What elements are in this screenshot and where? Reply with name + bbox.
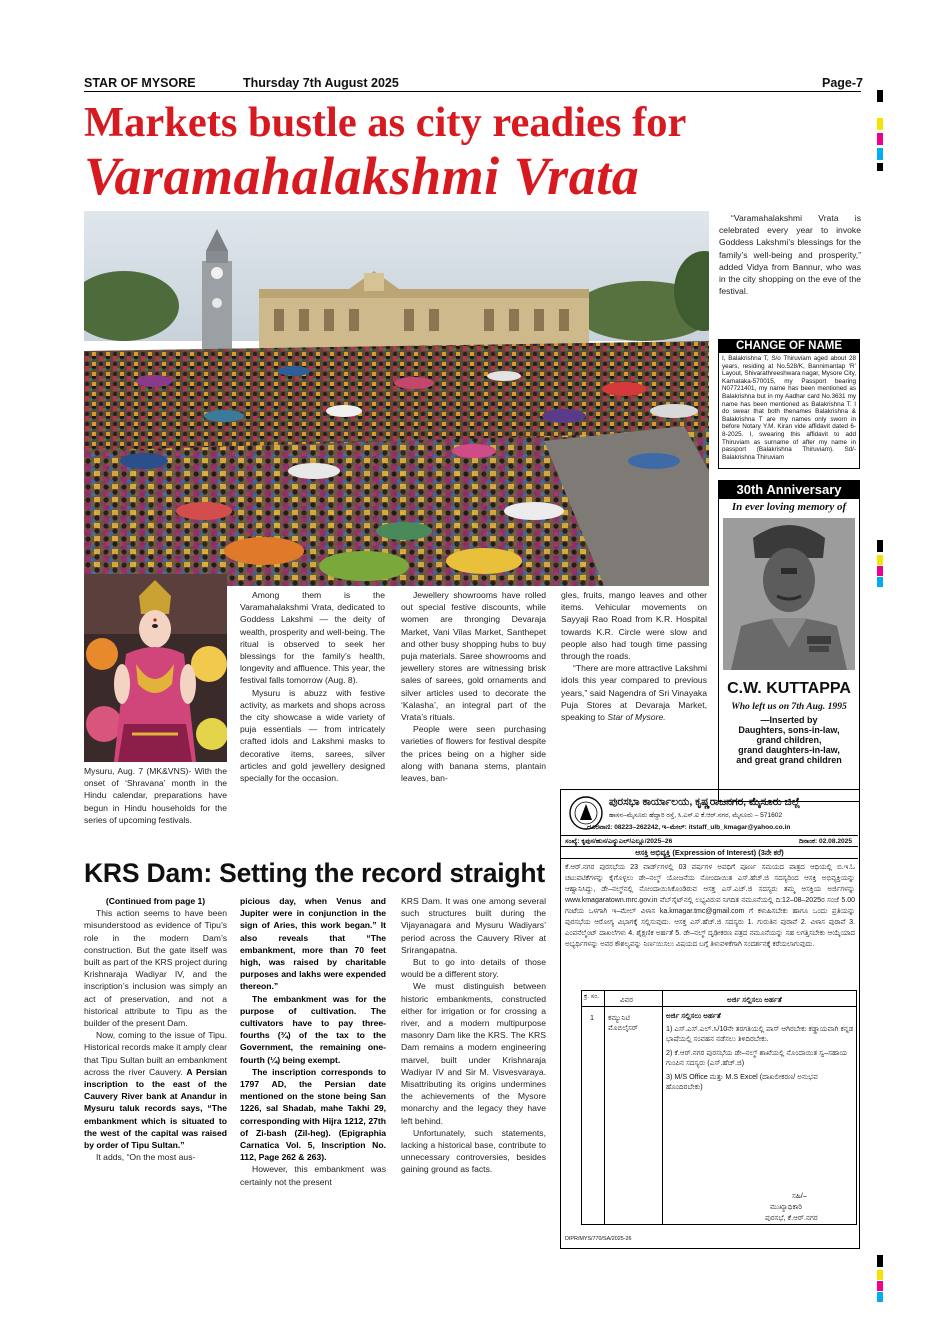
eligibility-title: ಅರ್ಜಿ ಸಲ್ಲಿಸಲು ಅರ್ಹತೆ	[666, 1011, 721, 1020]
table-divider	[604, 991, 605, 1224]
paragraph	[240, 1066, 386, 1164]
paragraph-bold: picious day, when Venus and Jupiter were in conjunction in the sign of Aries, this work began.” It also reveals that “The embankment, more than 70 feet high, was raised by charitable purposes and lakhs were expended thereon.”	[240, 896, 386, 992]
office-address: ಹಾಸನ–ಮೈಸೂರು ಹೆದ್ದಾರಿ ರಸ್ತೆ, ಸಿ.ಎಸ್.ಐ ಕೆ.ಆರ್.ನಗರ, ಮೈಸೂರು – 571602	[609, 812, 783, 819]
notice-date: ದಿನಾಂಕ: 02.08.2025	[798, 838, 852, 845]
paragraph-text: Now, coming to the issue of Tipu. Historical records make it amply clear that Tipu Sultan built an embankment across the river Cauvery.	[84, 1030, 227, 1077]
article-column-2	[240, 589, 385, 784]
signatory-title: ಮುಖ್ಯಾಧಿಕಾರಿ	[770, 1202, 803, 1211]
col-detail: ವಿವರ	[620, 995, 634, 1004]
paragraph-bold: The inscription corresponds to 1797 AD, the Persian date mentioned on the stone being San 1226, sal Shadab, mahe Takhi 29, corresponding with Hijra 1212, 27th of Zi-bash (Zil-heg). (Epigraphia Carnatica Vol. 5, Inscription No. 112, Page 262 & 263).	[240, 1066, 386, 1163]
municipal-notice	[560, 789, 860, 1249]
paragraph: Among them is the Varamahalakshmi Vrata, dedicated to Goddess Lakshmi — the deity of wealth, prosperity and well-being. The ritual is observed to seek her blessings for the family’s health, longevity and affluence. This year, the festival falls tomorrow (Aug. 8).	[240, 590, 385, 686]
issue-date: Thursday 7th August 2025	[243, 76, 399, 90]
eligibility-item: 3) M/S Office ಮತ್ತು M.S Excel (ದಾಖಲೀಕರಣ/ ಅನುಭವ ಹೊಂದಿರಬೇಕು)	[666, 1071, 818, 1091]
paragraph: Mysuru is abuzz with festive activity, as markets and shops across the city showcase a wide variety of puja essentials — from intricately crafted idols and Lakshmi masks to decorative items, sarees, silver articles and gold jewellery designed specially for the occasion.	[240, 687, 385, 784]
registration-mark	[877, 1281, 883, 1291]
registration-mark	[877, 90, 883, 102]
quote-text: “There are more attractive Lakshmi idols this year compared to previous years,” said Nagendra of Sri Vinayaka Puja Stores at Devaraja Market, speaking to	[561, 663, 707, 723]
registration-mark	[877, 577, 883, 587]
paragraph	[240, 895, 386, 993]
registration-mark	[877, 566, 883, 576]
page-number: Page-7	[822, 76, 863, 90]
inserted-line: —Inserted by	[760, 715, 818, 725]
eligibility-item: 1) ಎಸ್.ಎಸ್.ಎಲ್.ಸಿ/10ನೇ ತರಗತಿಯಲ್ಲಿ ಪಾಸ್ ಆಗಿರಬೇಕು ಕಡ್ಡಾಯವಾಗಿ ಕನ್ನಡ ಭಾಷೆಯಲ್ಲಿ ಸಂವಹನ ನಡೆಸಲು ತಿಳಿದಿರಬೇಕು.	[666, 1023, 854, 1043]
publication-name: Star of Mysore.	[607, 712, 666, 723]
notice-title: ಆಸಕ್ತಿ ಅಭಿವ್ಯಕ್ತಿ (Expression of Interest) (3ನೇ ಕರೆ)	[561, 847, 858, 859]
paragraph: But to go into details of those would be a different story.	[401, 957, 546, 980]
paragraph: This action seems to have been misunderstood as evidence of Tipu’s role in the modern Dam’s construction. But the gate itself was built as part of the KRS project during Krishnaraja Wadiyar IV, and the inscription’s inclusion was simply an act of preservation, and not a historical attribute to Tipu as the builder of the present Dam.	[84, 908, 227, 1029]
paragraph: People were seen purchasing varieties of flowers for festival despite the prices being on a higher side along with banana stems, plantain leaves, ban-	[401, 724, 546, 784]
registration-mark	[877, 1270, 883, 1280]
row-item: ಕಮ್ಯುನಿಟಿ ಮೊಬಿಲೈಸರ್	[608, 1013, 638, 1032]
inserted-line: and great grand children	[736, 755, 842, 765]
paragraph-bold: A Persian inscription to the east of the Cauvery River bank at Anandur in Mysuru taluk records says, “The embankment which is situated to the west of the capital was raised by order of Tipu Sultan.”	[84, 1066, 227, 1151]
col-eligibility: ಅರ್ಜಿ ಸಲ್ಲಿಸಲು ಅರ್ಹತೆ	[727, 995, 782, 1004]
paragraph	[240, 993, 386, 1066]
row-sl: 1	[590, 1013, 594, 1022]
newspaper-name: STAR OF MYSORE	[84, 76, 196, 90]
change-of-name-ad	[718, 339, 860, 469]
inserted-by	[719, 715, 859, 765]
registration-mark	[877, 540, 883, 552]
vidya-quote-text: “Varamahalakshmi Vrata is celebrated every year to invoke Goddess Lakshmi’s blessings for the family’s well-being and prosperity,” added Vidya from Bannur, who was in the city shopping on the eve of the festival.	[719, 213, 861, 297]
article-column-3	[401, 589, 546, 784]
paragraph: Jewellery showrooms have rolled out special festive discounts, while women are thronging Devaraja Market, Vani Vilas Market, Santhepet and other busy shopping hubs to buy puja materials. Saree showrooms and jewellery stores are witnessing brisk sales of sarees, gold ornaments and silver articles used to decorate the ‘Kalasha’, an integral part of the Vrata’s rituals.	[401, 590, 546, 723]
notice-body: ಕೆ.ಆರ್.ನಗರ ಪುರಸಭೆಯ 23 ವಾರ್ಡ್‌ಗಳಲ್ಲಿ 03 ವರ್ಷಗಳ ಅವಧಿಗೆ ಪೂರ್ಣ ಸಮಯದ ಪಾತ್ರದ ಆಧಿಯಲ್ಲಿ ಬಿ.ಇ.ಓ ಚಟುವಟಿಕೆಗಳನ್ನು ಕೈಗೊಳ್ಳಲು ಡೇ–ನಲ್ಮ್ ಯೋಜನೆಯ ನೋಂದಾಯಿತ ಎಸ್.ಹೆಚ್.ಜಿ ಸದಸ್ಯರಿಂದ ಆಸಕ್ತಿ ಅಭಿವ್ಯಕ್ತಿಯನ್ನು ಆಹ್ವಾನಿಸಿದ್ದು, ಡೇ–ನಲ್ಮ್‌ನಲ್ಲಿ ನೋಂದಾಯಿಸಿಕೊಂಡಿರುವ ಆಸಕ್ತ ಎಸ್.ಎಚ್.ಜಿ ಸದಸ್ಯರು ತಮ್ಮ ಆಸಕ್ತಿಯ ಅರ್ಜಿಗಳನ್ನು www.kmagaratown.mrc.gov.in ವೆಬ್‌ಸೈಟ್‌ನಲ್ಲಿ ಲಭ್ಯವಿರುವ ನಿಗದಿತ ನಮೂನೆಯಲ್ಲಿ ದಿ:12–08–2025ರ ಸಂಜೆ 5.00 ಗಂಟೆಯ ಒಳಗಾಗಿ ಇ–ಮೇಲ್ ವಿಳಾಸ ka.kmagar.tmc@gmail.com ಗೆ ಕಳುಹಿಸಬೇಕು ಹಾಗೂ ಒಂದು ಪ್ರತಿಯನ್ನು ಪುರಸಭೆಯ ಆರೋಗ್ಯ ವಿಭಾಗಕ್ಕೆ ಸಲ್ಲಿಸುವುದು. ಆಸಕ್ತ ಎಸ್.ಹೆಚ್.ಜಿ ಸದಸ್ಯರು 1. ಗುರುತಿನ ಪುರಾವೆ 2. ವಿಳಾಸ ಪುರಾವೆ 3. ಎಂಪನೆಲ್ಮೆಂಟ್ ದಾಖಲೆಗಳು 4. ಶೈಕ್ಷಣಿಕ ಅರ್ಹತೆ 5. ಡೇ–ನಲ್ಮ್ ದೃಢೀಕರಣ ಪತ್ರದ ನಮೂನೆಯನ್ನು ಸಹ ಲಗತ್ತಿಸಬೇಕು ಆಯ್ಕೆಯಾದ ಅಭ್ಯರ್ಥಿಗಳನ್ನು ಅವರ ಕೌಶಲ್ಯವನ್ನು ನಿರ್ಣಯಿಸಲು ವಿಷಯದ ಬಗ್ಗೆ ತಿಳುವಳಿಕೆಗಾಗಿ ಸಂದರ್ಶನಕ್ಕೆ ಕರೆಯಲಾಗುವುದು.	[565, 864, 855, 948]
headline-line-1: Markets bustle as city readies for	[84, 99, 687, 146]
change-of-name-text: I, Balakrishna T, S/o Thiruviam aged about 28 years, residing at No.528/K, Bannimantap ‘R’ Layout, Shivarathreeshwara nagar, Mysore City, Karnataka-570015, my Passport bearing N07721401, my name has been mentioned as Balakrishna but in my Aadhar card No.3631 my name has been mentioned as Balakrishna T. I do swear that both thenames Balakrishna & Balakrishna T are my names only sworn in before Notary Y.M. Kiran vide affidavit dated 6-8-2025. I, swearing this affidavit to add Thiruviam as surname of after my name in passport (Balakrishna Thiruviam). Sd/-Balakrishna Thiruviam	[722, 355, 856, 461]
eligibility-table	[581, 990, 857, 1225]
paragraph-bold: The embankment was for the purpose of cultivation. The cultivators have to pay three-fourths (¾) of the tax to the Government, the remaining one-fourth (¼) being exempt.	[240, 993, 386, 1065]
photo-caption	[84, 765, 227, 826]
paragraph	[84, 1029, 227, 1151]
office-name: ಪುರಸಭಾ ಕಾರ್ಯಾಲಯ, ಕೃಷ್ಣರಾಜನಗರ, ಮೈಸೂರು ಜಿಲ್ಲೆ	[609, 796, 801, 808]
continued-note	[84, 895, 227, 907]
eligibility-item: 2) ಕೆ.ಆರ್.ನಗರ ಪುರಸಭೆಯ ಡೇ–ನಲ್ಮ್ ಶಾಖೆಯಲ್ಲಿ ನೊಂದಾಯಿತ ಸ್ವ–ಸಹಾಯ ಗುಂಪಿನ ಸದಸ್ಯರು (ಎಸ್.ಹೆಚ್.ಜಿ)	[666, 1047, 848, 1067]
registration-mark	[877, 118, 883, 130]
table-divider	[662, 991, 663, 1224]
registration-mark	[877, 148, 883, 160]
anniversary-title: 30th Anniversary	[719, 481, 859, 499]
vidya-quote	[719, 212, 861, 297]
registration-mark	[877, 1255, 883, 1267]
notice-ref-row	[561, 836, 858, 847]
portrait-photo	[723, 518, 855, 670]
notice-footer: DIPR/MYS/770/SA/2025-26	[565, 1236, 632, 1242]
paragraph: Unfortunately, such statements, lacking a historical base, contribute to unnecessary controversies, besides gaining ground as facts.	[401, 1127, 546, 1175]
paragraph: KRS Dam. It was one among several such structures built during the Vijayanagara and Mysuru Wadiyars’ period across the Cauvery River at Srirangapatna.	[401, 896, 546, 955]
caption-text: Mysuru, Aug. 7 (MK&VNS)- With the onset of ‘Shravana’ month in the Hindu calendar, preparations have begun in Hindu households for the series of upcoming festivals.	[84, 766, 227, 825]
article-column-4	[561, 589, 707, 723]
signatory-office: ಪುರಸಭೆ, ಕೆ.ಆರ್.ನಗರ	[765, 1213, 818, 1222]
krs-headline: KRS Dam: Setting the record straight	[84, 858, 546, 888]
krs-column-1	[84, 895, 227, 1163]
office-contact: ದೂರವಾಣಿ: 08223–262242, ಇ–ಮೇಲ್: itstaff_ulb_kmagar@yahoo.co.in	[587, 824, 791, 831]
paragraph: It adds, “On the most aus-	[96, 1152, 196, 1163]
notice-ref: ಸಂಖ್ಯೆ: ಕೃಪುಸ/ಹುಸ/ಎನ್ಯುಎಲ್/ಎಲ್ಲೂ/2025–26	[565, 838, 673, 845]
paragraph	[561, 662, 707, 723]
registration-mark	[877, 1292, 883, 1302]
notice-header	[561, 790, 858, 836]
eligibility-list	[666, 1011, 854, 1093]
date-of-death: Who left us on 7th Aug. 1995	[731, 701, 847, 712]
inserted-line: grand daughters-in-law,	[738, 745, 840, 755]
inserted-line: grand children,	[756, 735, 822, 745]
registration-mark	[877, 133, 883, 145]
headline-line-2: Varamahalakshmi Vrata	[84, 146, 640, 206]
paragraph: However, this embankment was certainly not the present	[240, 1164, 386, 1187]
anniversary-ad	[718, 480, 860, 802]
change-of-name-title: CHANGE OF NAME	[719, 340, 859, 353]
paragraph: We must distinguish between historic embankments, constructed either for irrigation or for crossing a river, and a modern multipurpose masonry Dam like the KRS. The KRS Dam remains a modern engineering marvel, built under Krishnaraja Wadiyar IV and Sir M. Visvesvaraya. Misattributing its origins undermines the achievements of the Mysore monarchy and the legacy they have left behind.	[401, 981, 546, 1126]
lakshmi-idol-photo	[84, 574, 227, 762]
krs-column-2	[240, 895, 386, 1188]
col-sl: ಕ್ರ. ಸಂ.	[584, 993, 599, 1000]
registration-mark	[877, 163, 883, 171]
signature: ಸಹಿ/–	[792, 1191, 807, 1200]
anniversary-subtitle: In ever loving memory of	[731, 501, 847, 513]
krs-column-3	[401, 895, 546, 1176]
header-rule	[84, 91, 861, 92]
deceased-name: C.W. KUTTAPPA	[727, 680, 851, 697]
market-crowd-photo	[84, 211, 709, 586]
registration-mark	[877, 555, 883, 565]
table-header	[582, 991, 856, 1007]
inserted-line: Daughters, sons-in-law,	[738, 725, 840, 735]
continued-label: (Continued from page 1)	[105, 896, 206, 906]
paragraph: gles, fruits, mango leaves and other items. Vehicular movements on Sayyaji Rao Road from K.R. Hospital towards K.R. Circle were slow and people also had tough time passing through the roads.	[561, 590, 707, 662]
